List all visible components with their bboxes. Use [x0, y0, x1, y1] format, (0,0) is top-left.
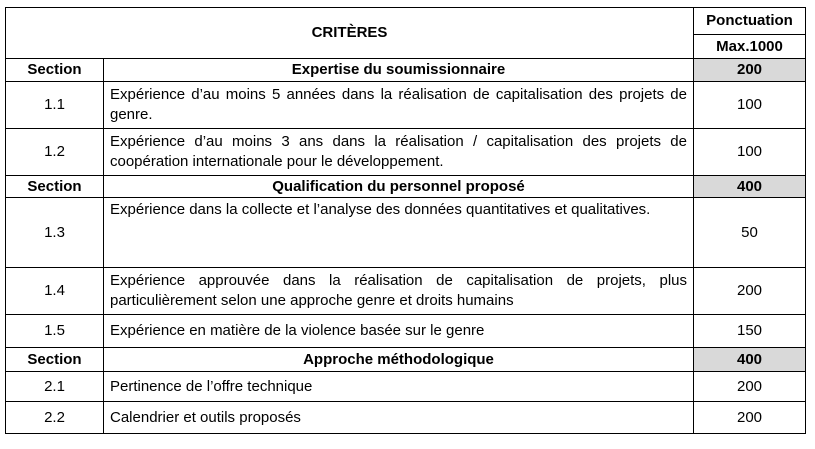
section-row [6, 59, 806, 82]
criterion-number: 1.5 [6, 315, 104, 348]
section-total: 200 [694, 59, 806, 82]
criterion-text: Expérience approuvée dans la réalisation de capitalisation de projets, plus particulièrement selon une approche genre et droits humains [104, 268, 694, 315]
criteria-header: CRITÈRES [6, 8, 694, 59]
section-row [6, 348, 806, 372]
criterion-number: 1.1 [6, 82, 104, 129]
section-total: 400 [694, 176, 806, 198]
criterion-number: 1.2 [6, 129, 104, 176]
score-max-header: Max.1000 [694, 35, 806, 59]
criterion-row [6, 268, 806, 315]
score-header: Ponctuation [694, 8, 806, 35]
criterion-row [6, 82, 806, 129]
evaluation-criteria-table [5, 7, 806, 434]
criterion-score: 200 [694, 268, 806, 315]
criterion-score: 200 [694, 372, 806, 402]
section-total: 400 [694, 348, 806, 372]
criterion-row [6, 129, 806, 176]
section-title: Approche méthodologique [104, 348, 694, 372]
criterion-row [6, 372, 806, 402]
criterion-number: 2.1 [6, 372, 104, 402]
criterion-score: 200 [694, 402, 806, 434]
criterion-row [6, 402, 806, 434]
section-label: Section [6, 59, 104, 82]
section-row [6, 176, 806, 198]
criterion-score: 100 [694, 82, 806, 129]
criterion-score: 50 [694, 198, 806, 268]
criterion-row [6, 315, 806, 348]
criterion-number: 2.2 [6, 402, 104, 434]
section-label: Section [6, 176, 104, 198]
header-row [6, 8, 806, 35]
criterion-text: Pertinence de l’offre technique [104, 372, 694, 402]
criterion-row [6, 198, 806, 268]
section-label: Section [6, 348, 104, 372]
criterion-score: 100 [694, 129, 806, 176]
criterion-score: 150 [694, 315, 806, 348]
criterion-text: Expérience en matière de la violence basée sur le genre [104, 315, 694, 348]
criterion-number: 1.3 [6, 198, 104, 268]
section-title: Expertise du soumissionnaire [104, 59, 694, 82]
criterion-text: Expérience dans la collecte et l’analyse des données quantitatives et qualitatives. [104, 198, 694, 268]
criterion-text: Expérience d’au moins 3 ans dans la réalisation / capitalisation des projets de coopération internationale pour le développement. [104, 129, 694, 176]
section-title: Qualification du personnel proposé [104, 176, 694, 198]
criterion-number: 1.4 [6, 268, 104, 315]
criterion-text: Expérience d’au moins 5 années dans la réalisation de capitalisation des projets de genre. [104, 82, 694, 129]
criterion-text: Calendrier et outils proposés [104, 402, 694, 434]
